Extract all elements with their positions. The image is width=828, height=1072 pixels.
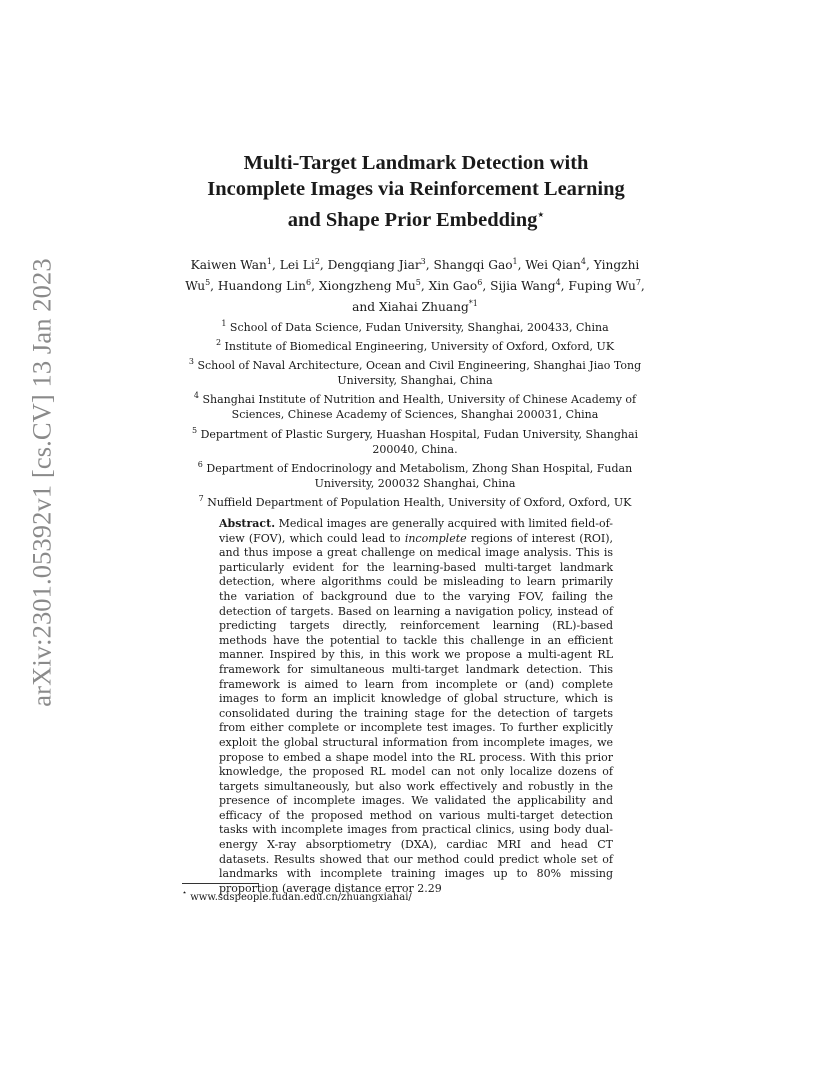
author-name: Yingzhi Wu [185,258,640,293]
author [434,258,518,272]
author [568,279,641,293]
arxiv-side-stamp [22,258,62,707]
author-affiliation-mark: 4 [580,257,587,266]
affiliation-number: 6 [197,459,203,469]
affiliation-number: 3 [188,357,194,367]
author-name: Xin Gao [428,279,478,293]
abstract-emphasis: incomplete [404,531,467,545]
author-name: Fuping Wu [568,279,636,293]
footnote-mark: ⋆ [182,888,188,897]
affiliation-number: 4 [193,391,199,401]
footnote-rule [182,883,259,884]
author-name: Xiahai Zhuang [378,300,469,314]
author [191,258,272,272]
title-line-text: and Shape Prior Embedding [287,209,538,231]
author-affiliation-mark: 7 [635,278,641,287]
affiliation-list [170,316,660,510]
author [328,258,426,272]
affiliation [170,335,660,354]
title-line [150,202,682,233]
affiliation-number: 2 [215,338,222,348]
affiliation [170,388,660,422]
title-line: Incomplete Images via Reinforcement Learning [207,178,625,200]
author [429,279,483,293]
title-line: Multi-Target Landmark Detection with [243,152,589,174]
affiliation-text: Shanghai Institute of Nutrition and Health, University of Chinese Academy of Sciences, Chinese Academy of Sciences, Shanghai 200031, China [202,393,637,422]
author-affiliation-mark: 4 [555,278,561,287]
affiliation [170,316,660,335]
affiliation-number: 1 [221,319,227,328]
author-name: Xiongzheng Mu [318,279,416,293]
author-list: Kaiwen Wan$^1$, Lei Li$^2$, Dengqiang Jiar$^3$, Shangqi Gao$^1$, Wei Qian$^4$, Yingzhi Wu$^5$, Huandong Lin$^6$, Xiongzheng Mu$^5$, Xin Gao$^6$, Sijia Wang$^4$, Fuping Wu$^7$, and Xiahai Zhuang$^{*1}$ [185,257,645,314]
author-affiliation-mark: 5 [205,278,211,287]
author [379,300,478,314]
affiliation [170,423,660,457]
author [525,258,586,272]
abstract-label: Abstract. [219,517,276,530]
author-affiliation-mark: 3 [420,257,426,266]
author [319,279,421,293]
affiliation [170,354,660,388]
affiliation-text: School of Naval Architecture, Ocean and Civil Engineering, Shanghai Jiao Tong University, Shanghai, China [197,359,642,388]
author-name: Sijia Wang [490,279,556,293]
author-affiliation-mark: 6 [306,278,312,287]
affiliation-text: Nuffield Department of Population Health, University of Oxford, Oxford, UK [207,495,632,509]
author-name: Shangqi Gao [433,258,513,272]
affiliation-number: 5 [191,425,198,435]
author [218,279,311,293]
affiliation-text: Department of Endocrinology and Metabolism, Zhong Shan Hospital, Fudan University, 200032 Shanghai, China [206,461,633,490]
author-affiliation-mark: *1 [468,299,478,308]
affiliation-text: School of Data Science, Fudan University, Shanghai, 200433, China [229,321,609,334]
author-affiliation-mark: 5 [415,278,421,287]
abstract-text-rest: regions of interest (ROI), and thus impose a great challenge on medical image analysis. This is particularly evident for the learning-based multi-target landmark detection, where algorithms could be misleading to learn primarily the variation of background due to the varying FOV, failing the detection of targets. Based on learning a navigation policy, instead of predicting targets directly, reinforcement learning (RL)-based methods have the potential to tackle this challenge in an efficient manner. Inspired by this, in this work we propose a multi-agent RL framework for simultaneous multi-target landmark detection. This framework is aimed to learn from incomplete or (and) complete images to form an implicit knowledge of global structure, which is consolidated during the training stage for the detection of targets from either complete or incomplete test images. To further explicitly exploit the global structural information from incomplete images, we propose to embed a shape model into the RL process. With this prior knowledge, the proposed RL model can not only localize dozens of targets simultaneously, but also work effectively and robustly in the presence of incomplete images. We validated the applicability and efficacy of the proposed method on various multi-target detection tasks with incomplete images from practical clinics, using body dual-energy X-ray absorptiometry (DXA), cardiac MRI and head CT datasets. Results showed that our method could predict whole set of landmarks with incomplete training images up to 80% missing proportion (average distance error 2.29 [219,531,613,895]
title-footnote-mark: ⋆ [537,209,545,221]
affiliation-text: Institute of Biomedical Engineering, University of Oxford, Oxford, UK [224,340,615,354]
author-affiliation-mark: 6 [477,278,483,287]
affiliation-text: Department of Plastic Surgery, Huashan Hospital, Fudan University, Shanghai 200040, China. [200,427,639,456]
author-name: Dengqiang Jiar [327,258,421,272]
abstract-text-start: Medical images are generally acquired with limited field-of-view (FOV), which could lead to [219,517,613,545]
author-affiliation-mark: 2 [314,257,320,266]
author [280,258,320,272]
author-name: Kaiwen Wan [190,258,267,272]
paper-title [150,150,682,233]
author [490,279,561,293]
author-affiliation-mark: 1 [512,257,518,266]
affiliation [170,491,660,510]
author-name: Lei Li [279,258,315,272]
affiliation [170,457,660,491]
abstract [219,517,613,896]
footnote [182,886,412,904]
author-name: Wei Qian [525,258,581,272]
arxiv-identifier: arXiv:2301.05392v1 [cs.CV] 13 Jan 2023 [26,258,57,707]
author-name: Huandong Lin [217,279,307,293]
affiliation-number: 7 [198,493,204,503]
footnote-url: www.sdspeople.fudan.edu.cn/zhuangxiahai/ [190,892,412,903]
author-affiliation-mark: 1 [266,257,272,266]
